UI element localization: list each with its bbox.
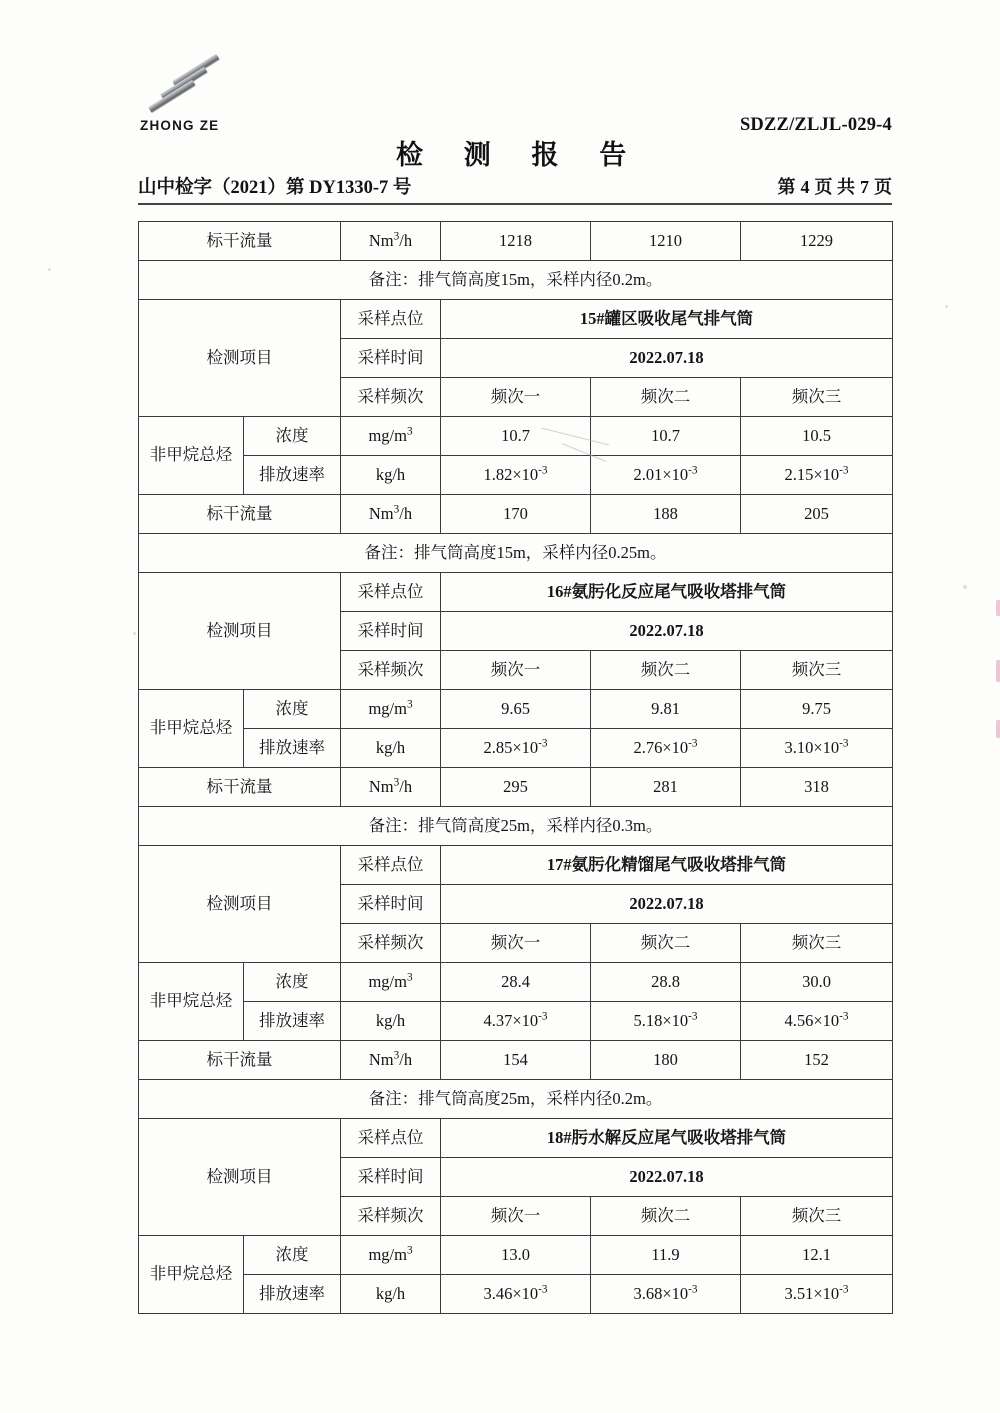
- block-4-concentration-value-3: 12.1: [741, 1236, 893, 1275]
- block-4-emission-rate-label: 排放速率: [244, 1275, 341, 1314]
- block-1-std-flow-value-2: 188: [591, 495, 741, 534]
- block-3-row-std-flow: [139, 1041, 893, 1080]
- block-1-row-std-flow: [139, 495, 893, 534]
- page-prefix-label: 第: [777, 177, 796, 197]
- block-1-freq-2-label: 频次二: [591, 378, 741, 417]
- block-1-emission-rate-value-2: $2.01\times 10^{-3}$: [591, 456, 741, 495]
- block-3-test-item-label: 检测项目: [139, 846, 341, 963]
- std-flow-label: 标干流量: [139, 222, 341, 261]
- block-4-concentration-unit: $mg/m^3$: [341, 1236, 441, 1275]
- block-2-concentration-unit: $mg/m^3$: [341, 690, 441, 729]
- edge-mark: [996, 600, 1000, 616]
- block-2-freq-1-label: 频次一: [441, 651, 591, 690]
- block-2-emission-rate-value-2: $2.76\times 10^{-3}$: [591, 729, 741, 768]
- block-1-sample-point-label: 采样点位: [341, 300, 441, 339]
- page-mid-label: 页 共: [814, 177, 855, 197]
- block-4-concentration-value-1: 13.0: [441, 1236, 591, 1275]
- block-3-emission-rate-label: 排放速率: [244, 1002, 341, 1041]
- block-2-nmhc-label: 非甲烷总烃: [139, 690, 244, 768]
- block-2-emission-rate-label: 排放速率: [244, 729, 341, 768]
- table-body: [139, 222, 893, 1314]
- block-3-sample-time-label: 采样时间: [341, 885, 441, 924]
- block-3-std-flow-unit: Nm$^3$/h: [341, 1041, 441, 1080]
- block-2-concentration-value-1: 9.65: [441, 690, 591, 729]
- block-3-emission-rate-unit: kg/h: [341, 1002, 441, 1041]
- block-3-emission-rate-value-3: $4.56\times 10^{-3}$: [741, 1002, 893, 1041]
- block-1-emission-rate-unit: kg/h: [341, 456, 441, 495]
- report-header: [138, 55, 892, 205]
- table-row-remark: [139, 261, 893, 300]
- block-4-freq-3-label: 频次三: [741, 1197, 893, 1236]
- block-1-row-point: [139, 300, 893, 339]
- block-1-concentration-unit: $mg/m^3$: [341, 417, 441, 456]
- block-1-sample-time-value: 2022.07.18: [441, 339, 893, 378]
- block-2-std-flow-unit: Nm$^3$/h: [341, 768, 441, 807]
- block-3-emission-rate-value-1: $4.37\times 10^{-3}$: [441, 1002, 591, 1041]
- block-3-concentration-unit: $mg/m^3$: [341, 963, 441, 1002]
- block-4-row-concentration: [139, 1236, 893, 1275]
- scan-speck: [48, 268, 51, 271]
- block-4-emission-rate-value-2: $3.68\times 10^{-3}$: [591, 1275, 741, 1314]
- block-1-row-concentration: [139, 417, 893, 456]
- document-code: SDZZ/ZLJL-029-4: [739, 115, 892, 135]
- block-3-sample-point-value: 17#氨肟化精馏尾气吸收塔排气筒: [441, 846, 893, 885]
- block-1-row-emission-rate: [139, 456, 893, 495]
- block-2-std-flow-label: 标干流量: [139, 768, 341, 807]
- block-1-sample-freq-label: 采样频次: [341, 378, 441, 417]
- edge-mark: [996, 660, 1000, 682]
- block-1-std-flow-label: 标干流量: [139, 495, 341, 534]
- block-2-sample-point-value: 16#氨肟化反应尾气吸收塔排气筒: [441, 573, 893, 612]
- table-row-std-flow: [139, 222, 893, 261]
- block-1-std-flow-value-3: 205: [741, 495, 893, 534]
- block-2-sample-freq-label: 采样频次: [341, 651, 441, 690]
- block-3-concentration-value-2: 28.8: [591, 963, 741, 1002]
- block-2-row-std-flow: [139, 768, 893, 807]
- std-flow-value-3: 1229: [741, 222, 893, 261]
- block-1-concentration-value-2: 10.7: [591, 417, 741, 456]
- block-4-nmhc-label: 非甲烷总烃: [139, 1236, 244, 1314]
- measurement-table: [138, 221, 893, 1314]
- block-4-sample-time-label: 采样时间: [341, 1158, 441, 1197]
- block-1-emission-rate-value-1: $1.82\times 10^{-3}$: [441, 456, 591, 495]
- scan-speck: [945, 305, 948, 308]
- block-2-emission-rate-unit: kg/h: [341, 729, 441, 768]
- block-1-sample-time-label: 采样时间: [341, 339, 441, 378]
- block-1-concentration-value-3: 10.5: [741, 417, 893, 456]
- block-3-sample-freq-label: 采样频次: [341, 924, 441, 963]
- block-4-freq-1-label: 频次一: [441, 1197, 591, 1236]
- block-1-sample-point-value: 15#罐区吸收尾气排气筒: [441, 300, 893, 339]
- block-3-sample-point-label: 采样点位: [341, 846, 441, 885]
- block-2-std-flow-value-2: 281: [591, 768, 741, 807]
- block-1-concentration-value-1: 10.7: [441, 417, 591, 456]
- block-4-concentration-label: 浓度: [244, 1236, 341, 1275]
- block-2-sample-time-value: 2022.07.18: [441, 612, 893, 651]
- page-current-number: 4: [800, 177, 810, 197]
- block-4-row-point: [139, 1119, 893, 1158]
- block-4-concentration-value-2: 11.9: [591, 1236, 741, 1275]
- block-4-test-item-label: 检测项目: [139, 1119, 341, 1236]
- block-3-row-point: [139, 846, 893, 885]
- block-1-freq-3-label: 频次三: [741, 378, 893, 417]
- block-4-sample-time-value: 2022.07.18: [441, 1158, 893, 1197]
- block-3-concentration-value-1: 28.4: [441, 963, 591, 1002]
- block-1-freq-1-label: 频次一: [441, 378, 591, 417]
- block-2-sample-point-label: 采样点位: [341, 573, 441, 612]
- block-3-std-flow-value-1: 154: [441, 1041, 591, 1080]
- block-4-sample-freq-label: 采样频次: [341, 1197, 441, 1236]
- block-1-std-flow-unit: Nm$^3$/h: [341, 495, 441, 534]
- block-2-remark-cell: 备注：排气筒高度25m，采样内径0.3m。: [139, 807, 893, 846]
- edge-mark: [996, 720, 1000, 738]
- block-1-std-flow-value-1: 170: [441, 495, 591, 534]
- block-1-remark-cell: 备注：排气筒高度15m，采样内径0.25m。: [139, 534, 893, 573]
- page-total-number: 7: [860, 177, 869, 197]
- page-indicator: [778, 173, 893, 199]
- block-1-test-item-label: 检测项目: [139, 300, 341, 417]
- block-1-emission-rate-value-3: $2.15\times 10^{-3}$: [741, 456, 893, 495]
- block-3-emission-rate-value-2: $5.18\times 10^{-3}$: [591, 1002, 741, 1041]
- page-suffix-label: 页: [874, 177, 892, 197]
- scan-speck: [133, 632, 136, 635]
- scan-speck: [963, 585, 967, 589]
- header-divider: [138, 203, 892, 205]
- block-2-emission-rate-value-1: $2.85\times 10^{-3}$: [441, 729, 591, 768]
- block-2-emission-rate-value-3: $3.10\times 10^{-3}$: [741, 729, 893, 768]
- unit-cell: Nm$^3$/h: [341, 222, 441, 261]
- block-3-freq-1-label: 频次一: [441, 924, 591, 963]
- block-1-concentration-label: 浓度: [244, 417, 341, 456]
- logo-text: ZHONG ZE: [140, 118, 220, 133]
- block-2-std-flow-value-3: 318: [741, 768, 893, 807]
- block-3-std-flow-value-2: 180: [591, 1041, 741, 1080]
- std-flow-value-1: 1218: [441, 222, 591, 261]
- block-2-concentration-label: 浓度: [244, 690, 341, 729]
- block-3-freq-3-label: 频次三: [741, 924, 893, 963]
- block-2-concentration-value-2: 9.81: [591, 690, 741, 729]
- block-2-row-emission-rate: [139, 729, 893, 768]
- block-3-std-flow-label: 标干流量: [139, 1041, 341, 1080]
- block-3-row-emission-rate: [139, 1002, 893, 1041]
- block-3-row-concentration: [139, 963, 893, 1002]
- block-3-freq-2-label: 频次二: [591, 924, 741, 963]
- block-4-emission-rate-unit: kg/h: [341, 1275, 441, 1314]
- company-logo: [138, 63, 248, 148]
- logo-bars-icon: [144, 63, 234, 115]
- block-3-nmhc-label: 非甲烷总烃: [139, 963, 244, 1041]
- block-4-freq-2-label: 频次二: [591, 1197, 741, 1236]
- block-1-row-remark: [139, 534, 893, 573]
- block-2-row-concentration: [139, 690, 893, 729]
- block-3-concentration-label: 浓度: [244, 963, 341, 1002]
- block-3-row-remark: [139, 1080, 893, 1119]
- block-3-concentration-value-3: 30.0: [741, 963, 893, 1002]
- block-3-std-flow-value-3: 152: [741, 1041, 893, 1080]
- block-4-emission-rate-value-3: $3.51\times 10^{-3}$: [741, 1275, 893, 1314]
- block-4-sample-point-label: 采样点位: [341, 1119, 441, 1158]
- std-flow-value-2: 1210: [591, 222, 741, 261]
- block-1-emission-rate-label: 排放速率: [244, 456, 341, 495]
- block-2-row-remark: [139, 807, 893, 846]
- block-4-emission-rate-value-1: $3.46\times 10^{-3}$: [441, 1275, 591, 1314]
- block-2-concentration-value-3: 9.75: [741, 690, 893, 729]
- block-3-remark-cell: 备注：排气筒高度25m，采样内径0.2m。: [139, 1080, 893, 1119]
- block-1-nmhc-label: 非甲烷总烃: [139, 417, 244, 495]
- block-3-sample-time-value: 2022.07.18: [441, 885, 893, 924]
- remark-cell: 备注：排气筒高度15m，采样内径0.2m。: [139, 261, 893, 300]
- report-number: 山中检字（2021）第 DY1330-7 号: [138, 178, 412, 198]
- block-2-row-point: [139, 573, 893, 612]
- block-2-freq-3-label: 频次三: [741, 651, 893, 690]
- block-2-sample-time-label: 采样时间: [341, 612, 441, 651]
- block-4-row-emission-rate: [139, 1275, 893, 1314]
- page-title: 检 测 报 告: [396, 140, 644, 170]
- block-2-std-flow-value-1: 295: [441, 768, 591, 807]
- block-2-freq-2-label: 频次二: [591, 651, 741, 690]
- block-4-sample-point-value: 18#肟水解反应尾气吸收塔排气筒: [441, 1119, 893, 1158]
- block-2-test-item-label: 检测项目: [139, 573, 341, 690]
